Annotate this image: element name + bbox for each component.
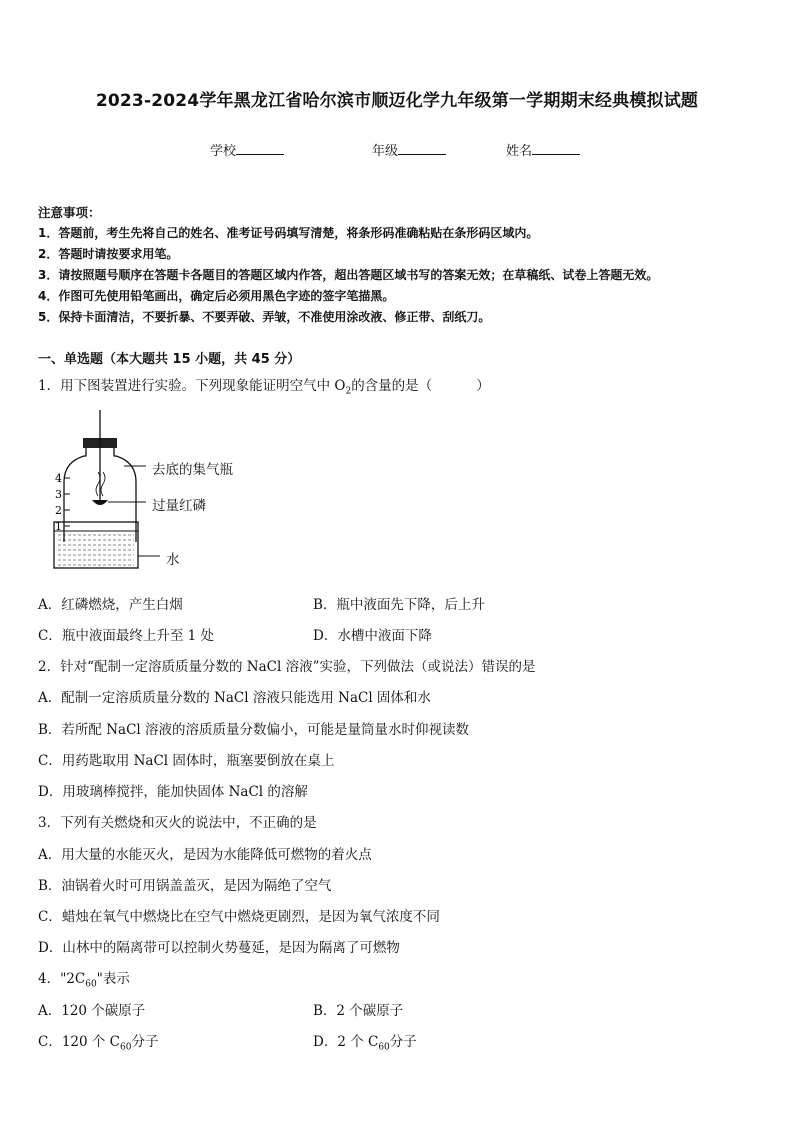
q2-option-b[interactable]: B．若所配 NaCl 溶液的溶质质量分数偏小，可能是量筒量水时仰视读数: [38, 722, 470, 738]
apparatus-drawing: [48, 410, 258, 575]
q1-apparatus-figure: [48, 410, 258, 575]
q1-stem-text2: 的含量的是（: [351, 378, 433, 394]
notice-item: 1．答题前，考生先将自己的姓名、准考证号码填写清楚，将条形码准确粘贴在条形码区域内。: [38, 226, 539, 240]
exam-title: 2023-2024学年黑龙江省哈尔滨市顺迈化学九年级第一学期期末经典模拟试题: [95, 91, 699, 111]
q1-stem-sub: 2: [345, 386, 352, 397]
label-bottle: 去底的集气瓶: [152, 462, 233, 478]
q1-option-d[interactable]: D．水槽中液面下降: [313, 628, 432, 644]
q3-option-b[interactable]: B．油锅着火时可用锅盖盖灭，是因为隔绝了空气: [38, 878, 332, 894]
q4-stem-text: 4．"2C: [38, 971, 86, 987]
q3-option-c[interactable]: C．蜡烛在氧气中燃烧比在空气中燃烧更剧烈，是因为氧气浓度不同: [38, 909, 440, 925]
school-blank: [236, 143, 284, 155]
school-label: 学校: [210, 144, 237, 159]
q4-stem-sub: 60: [85, 979, 97, 990]
name-label: 姓名: [506, 144, 533, 159]
notice-item: 2．答题时请按要求用笔。: [38, 247, 179, 261]
notice-item: 4．作图可先使用铅笔画出，确定后必须用黑色字迹的签字笔描黑。: [38, 289, 395, 303]
water-hatch: [58, 535, 134, 565]
notice-item: 3．请按照题号顺序在答题卡各题目的答题区域内作答，超出答题区域书写的答案无效；在草稿纸、试卷上答题无效。: [38, 268, 659, 282]
q2-option-a[interactable]: A．配制一定溶质质量分数的 NaCl 溶液只能选用 NaCl 固体和水: [38, 690, 431, 706]
q4-option-a[interactable]: A．120 个碳原子: [38, 1003, 146, 1019]
scale-label: 3: [55, 488, 62, 501]
combustion-spoon: [92, 500, 108, 505]
grade-label: 年级: [372, 144, 399, 159]
q1-stem-text: 1．用下图装置进行实验。下列现象能证明空气中 O: [38, 378, 346, 394]
label-water: 水: [166, 552, 180, 568]
q4-option-c[interactable]: [38, 1030, 158, 1053]
q4-option-c-text2: 分子: [131, 1034, 159, 1050]
smoke: [101, 472, 105, 496]
q3-option-a[interactable]: A．用大量的水能灭火，是因为水能降低可燃物的着火点: [38, 847, 372, 863]
q4-stem-text2: "表示: [96, 971, 130, 987]
label-phosphorus: 过量红磷: [152, 498, 206, 514]
scale-label: 2: [55, 504, 62, 517]
q4-option-c-sub: 60: [120, 1042, 132, 1053]
q1-option-c[interactable]: C．瓶中液面最终上升至 1 处: [38, 628, 215, 644]
q4-stem: [38, 967, 130, 990]
q4-option-d-text: D．2 个 C: [313, 1034, 379, 1050]
q2-option-c[interactable]: C．用药匙取用 NaCl 固体时，瓶塞要倒放在桌上: [38, 753, 335, 769]
q4-option-d-text2: 分子: [389, 1034, 417, 1050]
grade-blank: [398, 143, 446, 155]
q1-stem: [38, 374, 490, 397]
q4-option-c-text: C．120 个 C: [38, 1034, 121, 1050]
q1-option-a[interactable]: A．红磷燃烧，产生白烟: [38, 597, 183, 613]
name-field: [506, 140, 580, 159]
q1-option-b[interactable]: B．瓶中液面先下降，后上升: [313, 597, 485, 613]
q4-option-d[interactable]: [313, 1030, 417, 1053]
q4-option-b[interactable]: B．2 个碳原子: [313, 1003, 404, 1019]
q2-stem: 2．针对“配制一定溶质质量分数的 NaCl 溶液”实验，下列做法（或说法）错误的是: [38, 659, 536, 675]
scale-label: 1: [55, 520, 62, 533]
q4-option-d-sub: 60: [378, 1042, 390, 1053]
notice-title: 注意事项：: [38, 205, 101, 220]
q3-option-d[interactable]: D．山林中的隔离带可以控制火势蔓延，是因为隔离了可燃物: [38, 940, 400, 956]
school-field: [210, 140, 284, 159]
q1-stem-text3: ）: [476, 378, 490, 394]
grade-field: [372, 140, 446, 159]
notice-item: 5．保持卡面清洁，不要折暴、不要弄破、弄皱，不准使用涂改液、修正带、刮纸刀。: [38, 310, 491, 324]
q2-option-d[interactable]: D．用玻璃棒搅拌，能加快固体 NaCl 的溶解: [38, 784, 308, 800]
section-title: 一、单选题（本大题共 15 小题，共 45 分）: [38, 352, 301, 367]
name-blank: [532, 143, 580, 155]
q3-stem: 3．下列有关燃烧和灭火的说法中，不正确的是: [38, 815, 317, 831]
scale-label: 4: [55, 472, 62, 485]
